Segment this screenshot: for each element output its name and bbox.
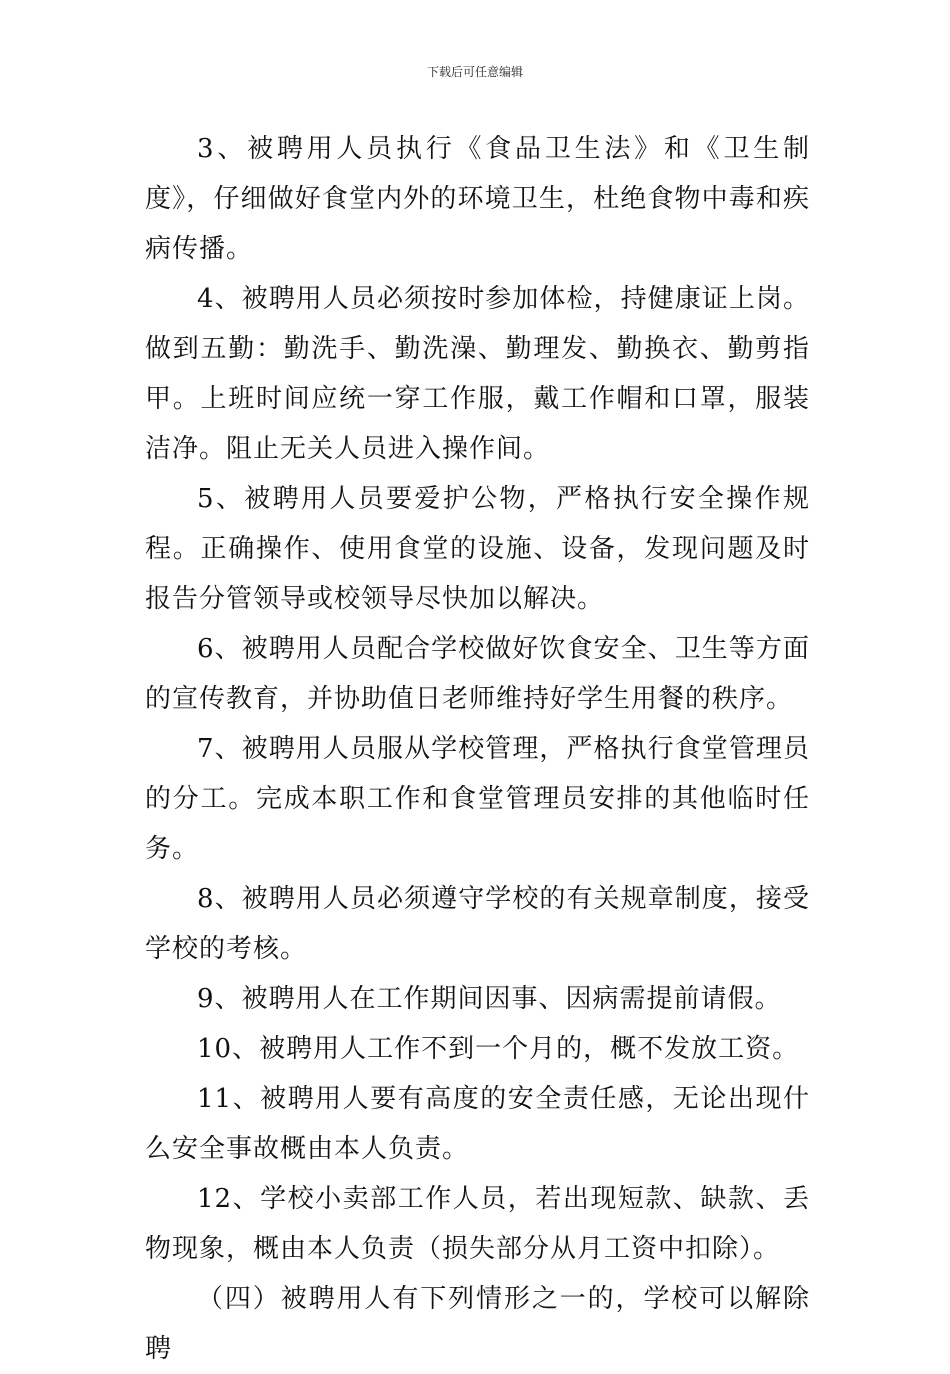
- document-body: [145, 124, 810, 1374]
- paragraph-item-4: 4、被聘用人员必须按时参加体检，持健康证上岗。做到五勤：勤洗手、勤洗澡、勤理发、勤换衣、勤剪指甲。上班时间应统一穿工作服，戴工作帽和口罩，服装洁净。阻止无关人员进入操作间。: [145, 284, 810, 464]
- paragraph-item-8: 8、被聘用人员必须遵守学校的有关规章制度，接受学校的考核。: [145, 884, 810, 964]
- paragraph-item-12: 12、学校小卖部工作人员，若出现短款、缺款、丢物现象，概由本人负责（损失部分从月工资中扣除）。: [145, 1184, 810, 1264]
- paragraph-item-5: 5、被聘用人员要爱护公物，严格执行安全操作规程。正确操作、使用食堂的设施、设备，发现问题及时报告分管领导或校领导尽快加以解决。: [145, 484, 810, 614]
- section-heading-four: （四）被聘用人有下列情形之一的，学校可以解除聘: [145, 1284, 810, 1364]
- page-header: 下载后可任意编辑: [426, 65, 523, 79]
- paragraph-item-11: 11、被聘用人要有高度的安全责任感，无论出现什么安全事故概由本人负责。: [145, 1084, 810, 1164]
- paragraph-item-6: 6、被聘用人员配合学校做好饮食安全、卫生等方面的宣传教育，并协助值日老师维持好学生用餐的秩序。: [145, 634, 810, 714]
- paragraph-item-7: 7、被聘用人员服从学校管理，严格执行食堂管理员的分工。完成本职工作和食堂管理员安排的其他临时任务。: [145, 734, 810, 864]
- paragraph-item-3: 3、被聘用人员执行《食品卫生法》和《卫生制度》，仔细做好食堂内外的环境卫生，杜绝食物中毒和疾病传播。: [145, 134, 810, 264]
- paragraph-item-9: 9、被聘用人在工作期间因事、因病需提前请假。: [197, 984, 782, 1014]
- paragraph-item-10: 10、被聘用人工作不到一个月的，概不发放工资。: [197, 1034, 800, 1064]
